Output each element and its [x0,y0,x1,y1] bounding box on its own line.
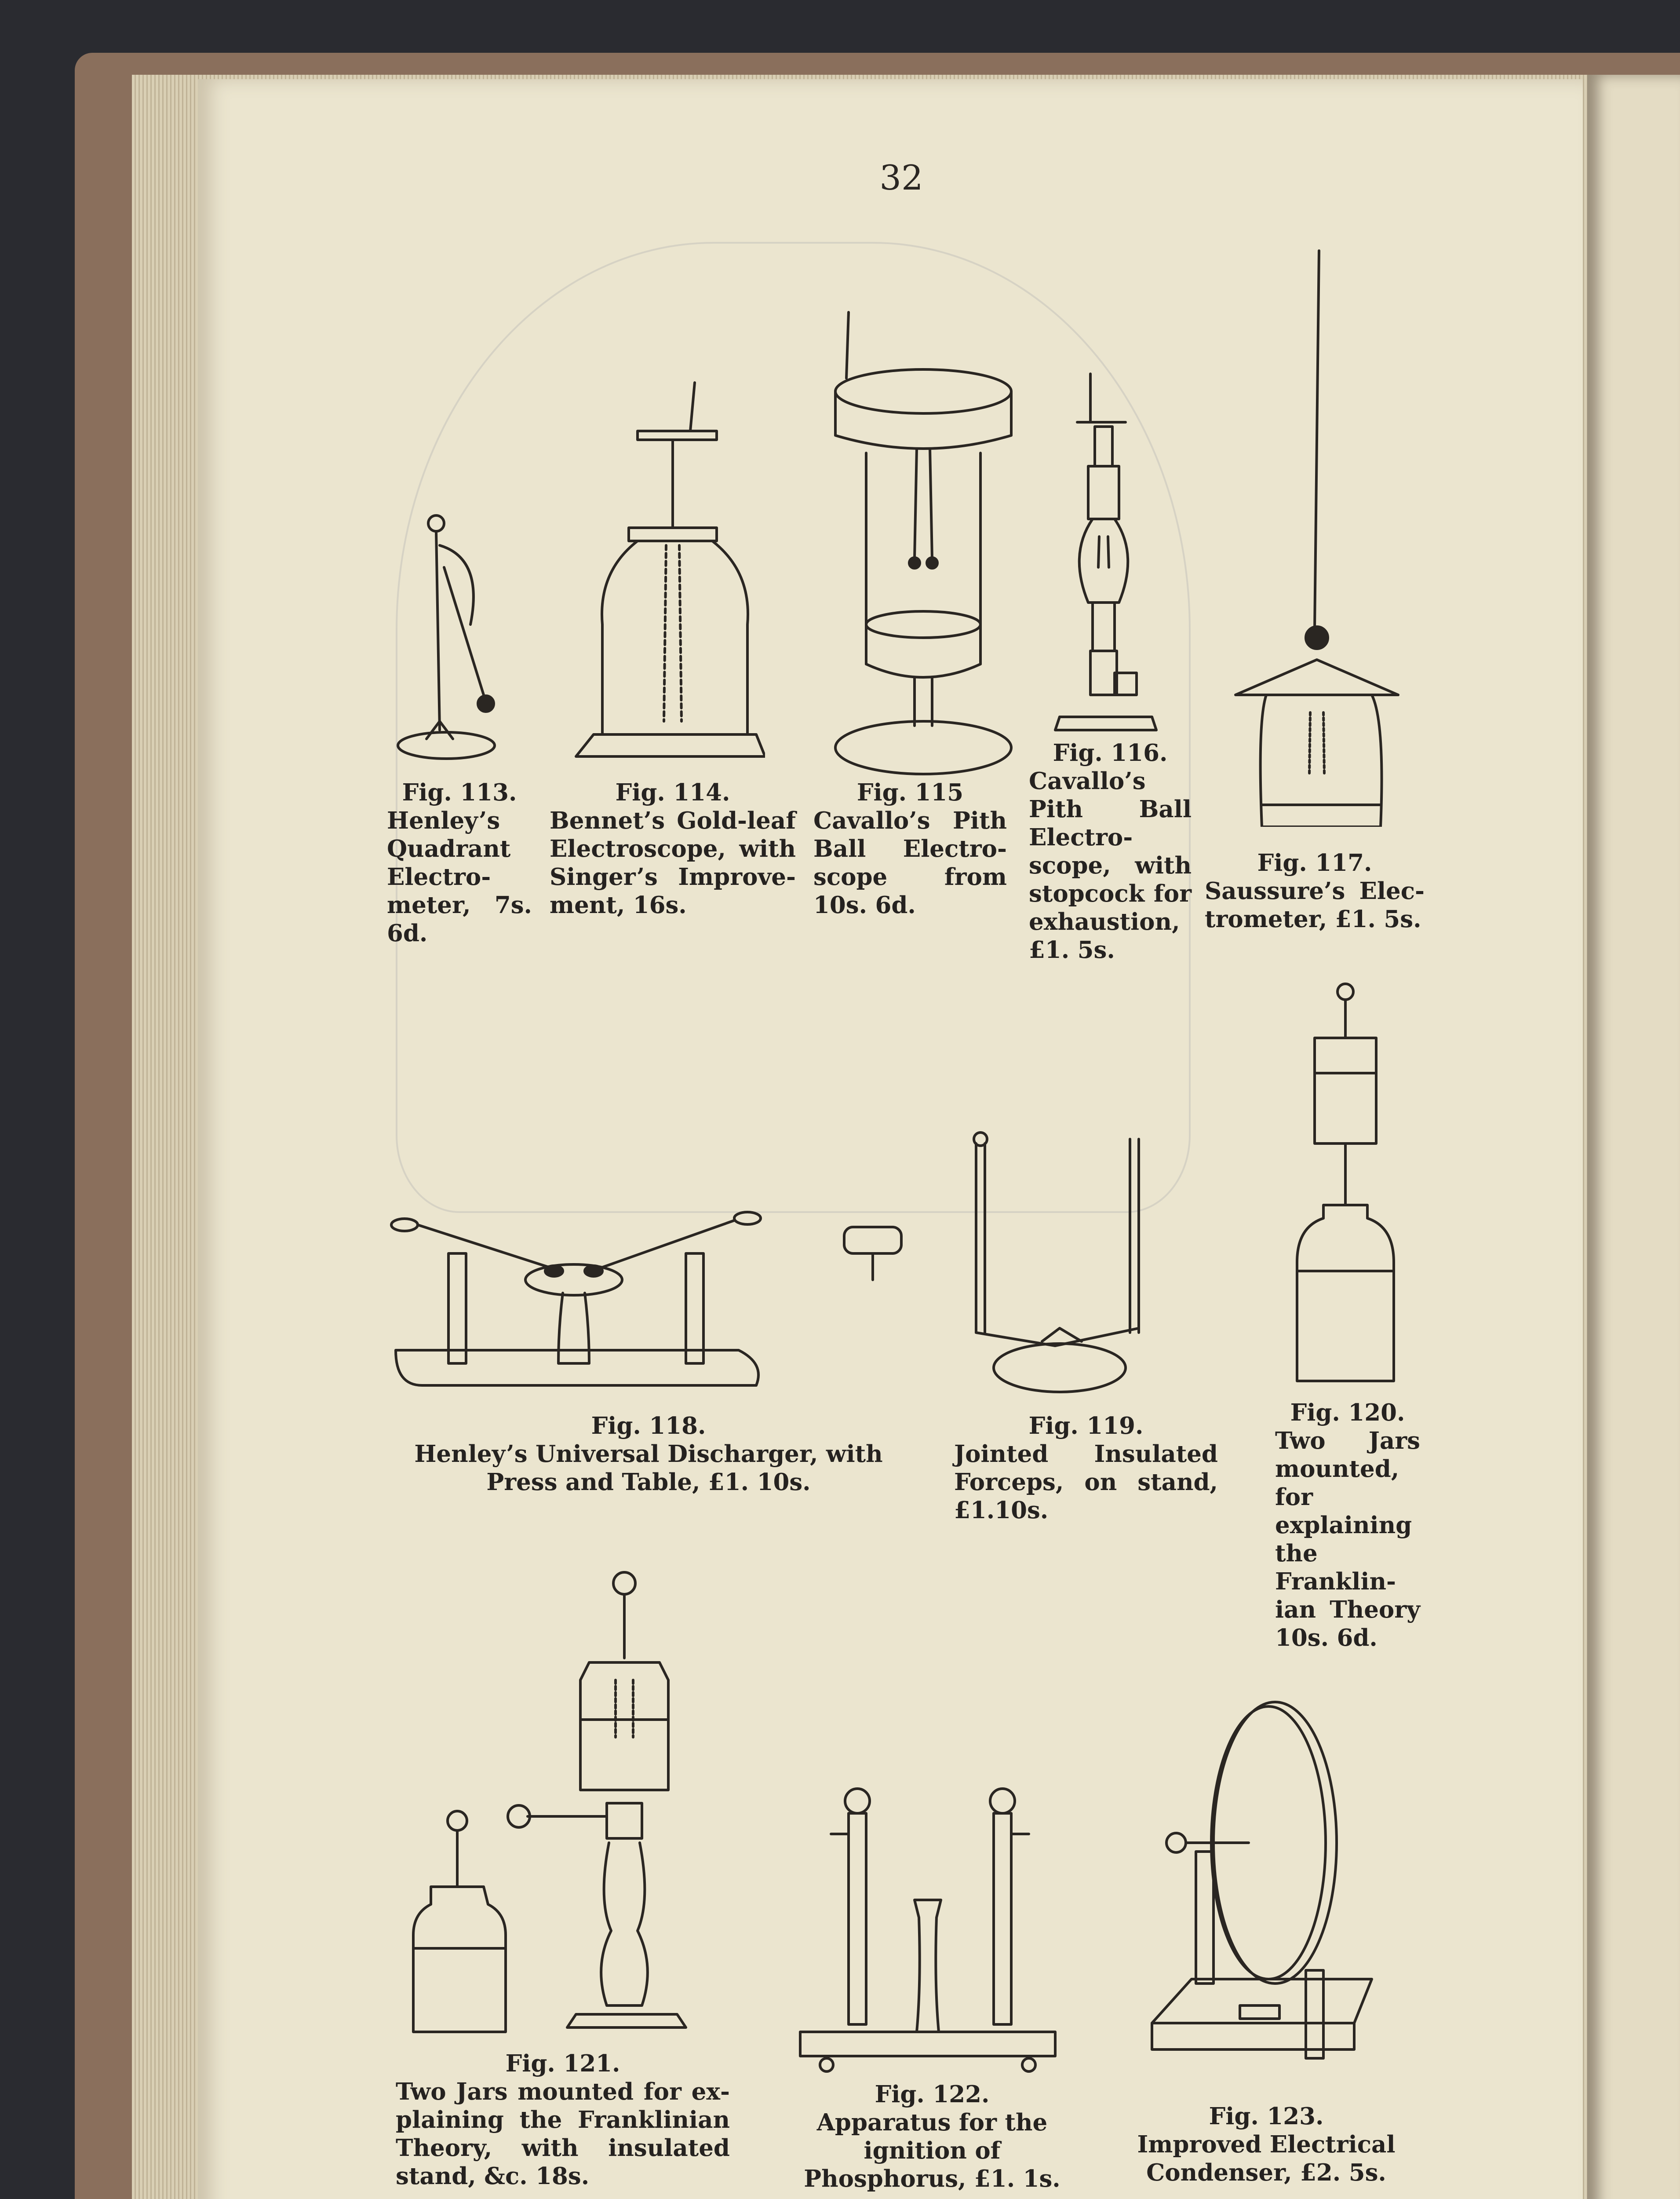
fig-121-illustration [409,1570,717,2036]
fig-123-label: Fig. 123. [1209,2103,1324,2130]
fig-115-caption [813,778,1007,919]
fig-115-label: Fig. 115 [856,779,964,806]
fig-121-description: Two Jars mounted for explaining the Franklinian Theory, with insulated stand, &c. 18s. [396,2078,730,2190]
fig-122-description: Apparatus for the ignition of Phosphorus, £1. 1s. [804,2109,1060,2192]
fig-123-description: Improved Electrical Condenser, £2. 5s. [1137,2131,1396,2186]
fig-122-caption [791,2080,1073,2193]
page-number: 32 [879,158,923,198]
fig-119-illustration [835,1121,1152,1394]
fig-120-illustration [1288,981,1403,1385]
fig-116-caption [1029,739,1192,964]
fig-117-caption [1205,849,1425,933]
fig-113-label: Fig. 113. [402,779,517,806]
fig-116-label: Fig. 116. [1053,739,1168,767]
fig-115-description: Cavallo’s Pith Ball Electroscope from 10s. 6d. [813,807,1007,919]
fig-118-description: Henley’s Universal Discharger, with Press and Table, £1. 10s. [414,1440,883,1496]
fig-119-caption [954,1412,1218,1524]
fig-116-illustration [1051,369,1174,734]
fig-122-label: Fig. 122. [875,2081,990,2108]
fig-121-label: Fig. 121. [505,2050,620,2077]
fig-123-illustration [1134,1698,1381,2080]
fig-114-caption [550,778,796,919]
fig-114-illustration [572,378,765,765]
fig-113-description: Henley’s Quadrant Electrometer, 7s. 6d. [387,807,532,947]
fig-117-label: Fig. 117. [1257,849,1372,877]
fig-120-caption [1275,1399,1420,1652]
fig-120-label: Fig. 120. [1290,1399,1405,1426]
fig-121-caption [396,2049,730,2190]
facing-page-edge [1587,75,1680,2199]
fig-115-illustration [813,303,1033,796]
fig-113-caption [387,778,532,947]
fig-114-label: Fig. 114. [615,779,730,806]
fig-116-description: Cavallo’s Pith Ball Electroscope, with stopcock for exhaustion, £1. 5s. [1029,767,1192,964]
fig-119-label: Fig. 119. [1028,1412,1144,1439]
fig-122-illustration [796,1786,1060,2076]
fig-117-illustration [1231,246,1416,827]
fig-113-illustration [396,510,501,770]
fig-123-caption [1112,2102,1420,2187]
fig-118-label: Fig. 118. [591,1412,706,1439]
fig-120-description: Two Jars mounted, for explaining the Franklinian Theory 10s. 6d. [1275,1427,1420,1651]
fig-114-description: Bennet’s Gold-leaf Electroscope, with Singer’s Improvement, 16s. [550,807,796,919]
fig-118-caption [378,1412,919,1496]
fig-118-illustration [387,1205,765,1390]
fig-119-description: Jointed Insulated Forceps, on stand, £1.10s. [954,1440,1218,1524]
fig-117-description: Saussure’s Electrometer, £1. 5s. [1205,877,1425,933]
